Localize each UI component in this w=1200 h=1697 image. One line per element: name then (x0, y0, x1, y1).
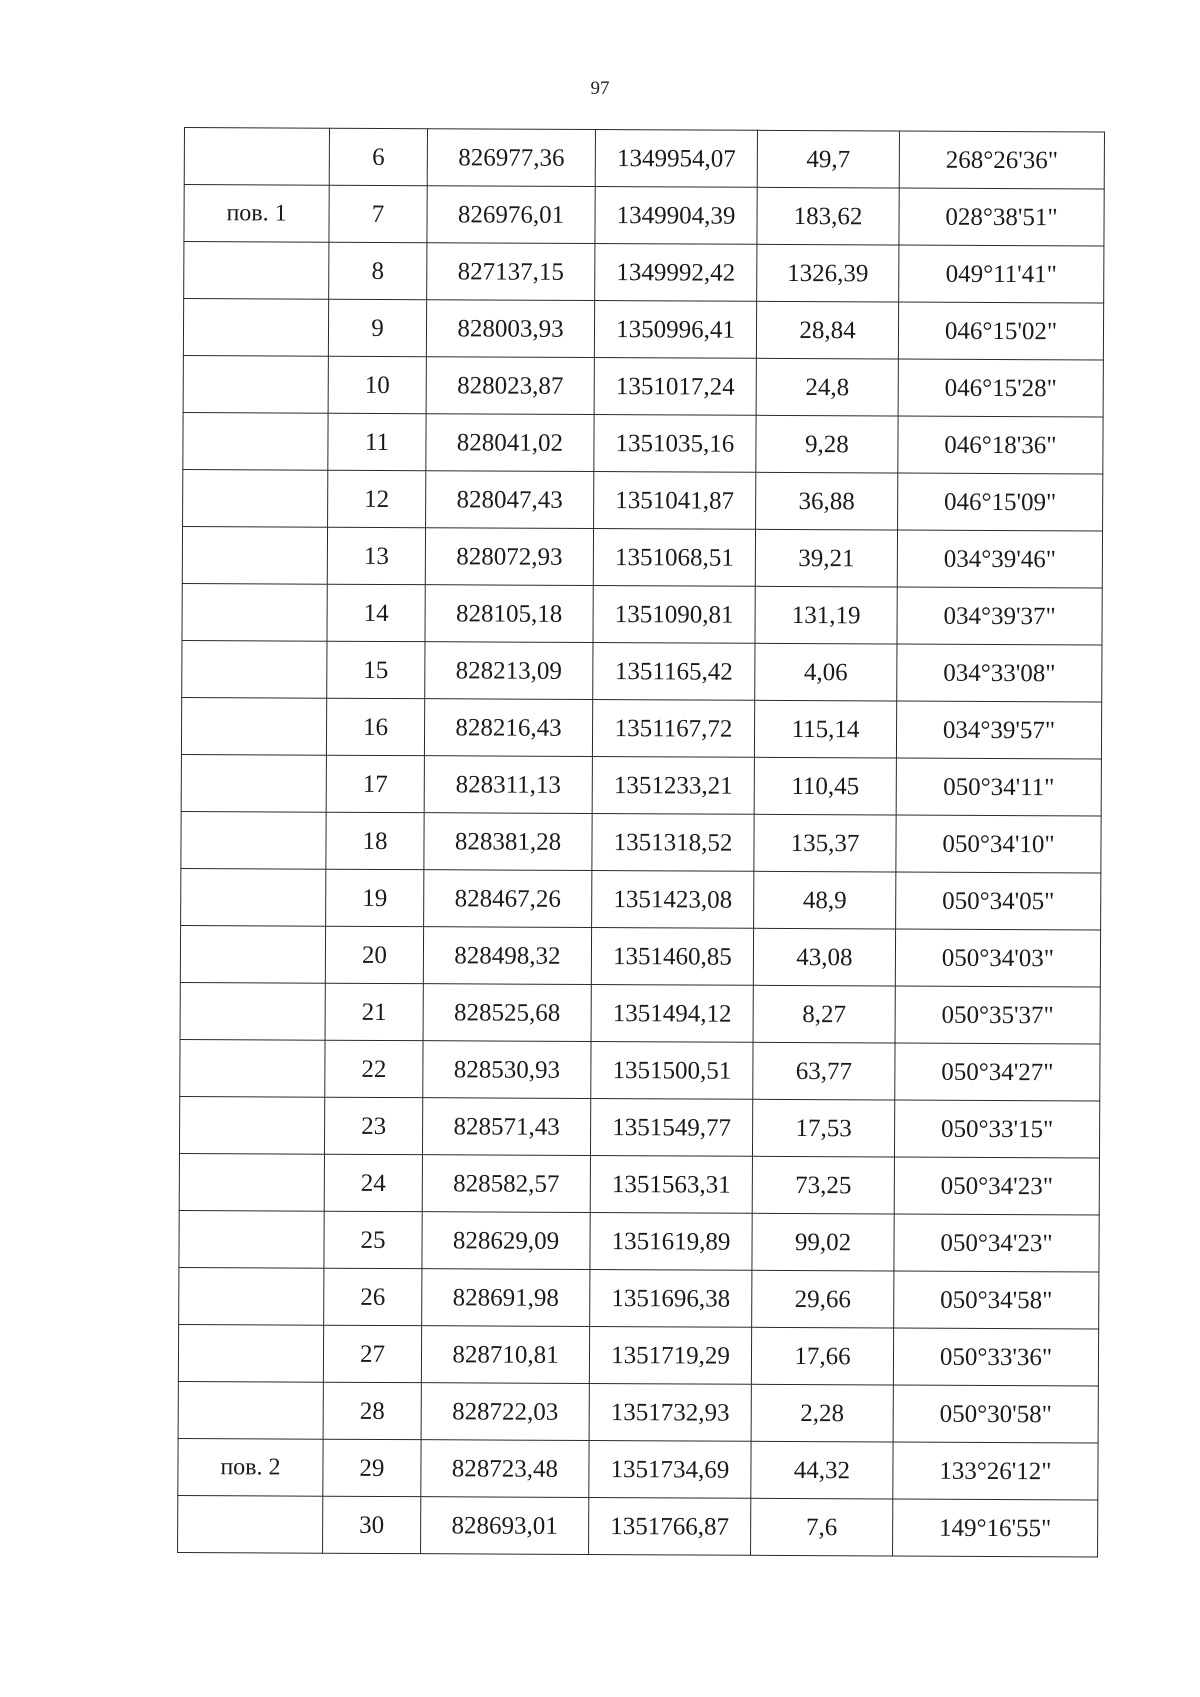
direction-angle-cell: 046°15'02" (898, 302, 1103, 360)
y-coordinate-cell: 1349992,42 (595, 244, 757, 302)
point-number-cell: 15 (327, 641, 425, 698)
turn-label-cell (181, 811, 326, 869)
turn-label-cell (178, 1381, 323, 1439)
table-row (179, 1210, 1099, 1271)
coordinates-table-body (178, 128, 1105, 1557)
x-coordinate-cell: 828216,43 (424, 699, 592, 757)
y-coordinate-cell: 1351233,21 (592, 757, 754, 815)
y-coordinate-cell: 1351035,16 (594, 415, 756, 473)
x-coordinate-cell: 828003,93 (426, 300, 594, 358)
table-row (180, 1039, 1100, 1100)
direction-angle-cell: 050°34'27" (895, 1043, 1100, 1101)
segment-length-cell: 39,21 (755, 529, 897, 587)
y-coordinate-cell: 1349954,07 (595, 130, 757, 188)
table-row (184, 242, 1104, 303)
x-coordinate-cell: 828693,01 (421, 1497, 589, 1555)
turn-label-cell (180, 982, 325, 1040)
direction-angle-cell: 050°34'03" (895, 929, 1100, 987)
direction-angle-cell: 034°39'37" (897, 587, 1102, 645)
point-number-cell: 18 (326, 812, 424, 869)
direction-angle-cell: 046°15'09" (898, 473, 1103, 531)
point-number-cell: 8 (329, 242, 427, 299)
segment-length-cell: 17,53 (752, 1099, 894, 1157)
direction-angle-cell: 050°34'11" (896, 758, 1101, 816)
table-row (181, 754, 1101, 815)
turn-label-cell (179, 1096, 324, 1154)
point-number-cell: 23 (324, 1097, 422, 1154)
segment-length-cell: 135,37 (754, 814, 896, 872)
y-coordinate-cell: 1351500,51 (591, 1042, 753, 1100)
turn-label-cell (178, 1495, 323, 1553)
y-coordinate-cell: 1351460,85 (591, 928, 753, 986)
segment-length-cell: 4,06 (755, 643, 897, 701)
x-coordinate-cell: 828041,02 (426, 414, 594, 472)
x-coordinate-cell: 827137,15 (427, 243, 595, 301)
x-coordinate-cell: 828381,28 (424, 813, 592, 871)
point-number-cell: 7 (329, 185, 427, 242)
point-number-cell: 14 (327, 584, 425, 641)
segment-length-cell: 49,7 (757, 130, 899, 188)
direction-angle-cell: 046°15'28" (898, 359, 1103, 417)
point-number-cell: 17 (326, 755, 424, 812)
direction-angle-cell: 050°33'36" (893, 1328, 1098, 1386)
page-number: 97 (590, 78, 610, 99)
y-coordinate-cell: 1351549,77 (590, 1098, 752, 1156)
point-number-cell: 29 (323, 1439, 421, 1496)
turn-label-cell (181, 754, 326, 812)
x-coordinate-cell: 828722,03 (421, 1383, 589, 1441)
x-coordinate-cell: 828105,18 (425, 585, 593, 643)
table-row (183, 299, 1103, 360)
y-coordinate-cell: 1351494,12 (591, 985, 753, 1043)
turn-label-cell (184, 128, 329, 186)
y-coordinate-cell: 1351732,93 (589, 1383, 751, 1441)
x-coordinate-cell: 828710,81 (421, 1326, 589, 1384)
segment-length-cell: 24,8 (756, 358, 898, 416)
segment-length-cell: 2,28 (751, 1384, 893, 1442)
y-coordinate-cell: 1351719,29 (589, 1326, 751, 1384)
y-coordinate-cell: 1351017,24 (594, 358, 756, 416)
turn-label-cell (182, 583, 327, 641)
x-coordinate-cell: 828023,87 (426, 357, 594, 415)
direction-angle-cell: 133°26'12" (893, 1442, 1098, 1500)
table-row (179, 1153, 1099, 1214)
y-coordinate-cell: 1351423,08 (592, 871, 754, 929)
y-coordinate-cell: 1351165,42 (593, 643, 755, 701)
segment-length-cell: 7,6 (751, 1498, 893, 1556)
x-coordinate-cell: 828072,93 (425, 528, 593, 586)
direction-angle-cell: 034°33'08" (897, 644, 1102, 702)
turn-label-cell: пов. 1 (184, 185, 329, 243)
y-coordinate-cell: 1351766,87 (589, 1497, 751, 1555)
y-coordinate-cell: 1351563,31 (590, 1155, 752, 1213)
x-coordinate-cell: 828525,68 (423, 984, 591, 1042)
point-number-cell: 26 (324, 1268, 422, 1325)
table-row (181, 697, 1101, 758)
direction-angle-cell: 050°35'37" (895, 986, 1100, 1044)
x-coordinate-cell: 828498,32 (423, 927, 591, 985)
y-coordinate-cell: 1351318,52 (592, 814, 754, 872)
turn-label-cell (179, 1267, 324, 1325)
segment-length-cell: 8,27 (753, 985, 895, 1043)
table-row (182, 526, 1102, 587)
direction-angle-cell: 050°34'58" (894, 1271, 1099, 1329)
point-number-cell: 30 (323, 1496, 421, 1553)
table-row (183, 469, 1103, 530)
turn-label-cell: пов. 2 (178, 1438, 323, 1496)
segment-length-cell: 28,84 (756, 301, 898, 359)
direction-angle-cell: 034°39'46" (897, 530, 1102, 588)
point-number-cell: 21 (325, 983, 423, 1040)
point-number-cell: 6 (329, 128, 427, 185)
turn-label-cell (183, 299, 328, 357)
point-number-cell: 16 (326, 698, 424, 755)
x-coordinate-cell: 828582,57 (422, 1155, 590, 1213)
table-row (178, 1495, 1098, 1556)
turn-label-cell (183, 469, 328, 527)
table-row (180, 925, 1100, 986)
turn-label-cell (183, 412, 328, 470)
y-coordinate-cell: 1351041,87 (594, 472, 756, 530)
table-row (182, 640, 1102, 701)
x-coordinate-cell: 828213,09 (425, 642, 593, 700)
point-number-cell: 20 (325, 926, 423, 983)
x-coordinate-cell: 828571,43 (422, 1098, 590, 1156)
x-coordinate-cell: 828311,13 (424, 756, 592, 814)
point-number-cell: 19 (326, 869, 424, 926)
segment-length-cell: 9,28 (756, 415, 898, 473)
point-number-cell: 28 (323, 1382, 421, 1439)
segment-length-cell: 1326,39 (757, 244, 899, 302)
segment-length-cell: 44,32 (751, 1441, 893, 1499)
direction-angle-cell: 049°11'41" (899, 245, 1104, 303)
x-coordinate-cell: 826976,01 (427, 186, 595, 244)
turn-label-cell (180, 925, 325, 983)
segment-length-cell: 48,9 (754, 871, 896, 929)
x-coordinate-cell: 828629,09 (422, 1212, 590, 1270)
segment-length-cell: 29,66 (752, 1270, 894, 1328)
coordinates-table (177, 127, 1105, 1557)
y-coordinate-cell: 1351619,89 (590, 1212, 752, 1270)
turn-label-cell (181, 868, 326, 926)
segment-length-cell: 131,19 (755, 586, 897, 644)
direction-angle-cell: 050°30'58" (893, 1385, 1098, 1443)
direction-angle-cell: 050°34'23" (894, 1157, 1099, 1215)
table-row (180, 982, 1100, 1043)
point-number-cell: 9 (328, 299, 426, 356)
direction-angle-cell: 050°33'15" (894, 1100, 1099, 1158)
table-row (179, 1096, 1099, 1157)
table-row (178, 1324, 1098, 1385)
y-coordinate-cell: 1351167,72 (592, 700, 754, 758)
y-coordinate-cell: 1351734,69 (589, 1440, 751, 1498)
turn-label-cell (184, 242, 329, 300)
x-coordinate-cell: 828467,26 (424, 870, 592, 928)
x-coordinate-cell: 826977,36 (427, 129, 595, 187)
segment-length-cell: 73,25 (752, 1156, 894, 1214)
point-number-cell: 24 (324, 1154, 422, 1211)
table-row (178, 1381, 1098, 1442)
turn-label-cell (181, 697, 326, 755)
segment-length-cell: 36,88 (756, 472, 898, 530)
point-number-cell: 11 (328, 413, 426, 470)
direction-angle-cell: 034°39'57" (896, 701, 1101, 759)
x-coordinate-cell: 828691,98 (422, 1269, 590, 1327)
turn-label-cell (179, 1210, 324, 1268)
x-coordinate-cell: 828723,48 (421, 1440, 589, 1498)
segment-length-cell: 183,62 (757, 187, 899, 245)
turn-label-cell (183, 355, 328, 413)
point-number-cell: 12 (328, 470, 426, 527)
direction-angle-cell: 268°26'36" (899, 131, 1104, 189)
point-number-cell: 10 (328, 356, 426, 413)
point-number-cell: 27 (323, 1325, 421, 1382)
direction-angle-cell: 046°18'36" (898, 416, 1103, 474)
y-coordinate-cell: 1351068,51 (593, 529, 755, 587)
y-coordinate-cell: 1351696,38 (590, 1269, 752, 1327)
point-number-cell: 25 (324, 1211, 422, 1268)
table-row (182, 583, 1102, 644)
point-number-cell: 22 (325, 1040, 423, 1097)
direction-angle-cell: 050°34'10" (896, 815, 1101, 873)
direction-angle-cell: 050°34'23" (894, 1214, 1099, 1272)
segment-length-cell: 99,02 (752, 1213, 894, 1271)
x-coordinate-cell: 828047,43 (426, 471, 594, 529)
turn-label-cell (180, 1039, 325, 1097)
direction-angle-cell: 050°34'05" (896, 872, 1101, 930)
point-number-cell: 13 (327, 527, 425, 584)
x-coordinate-cell: 828530,93 (423, 1041, 591, 1099)
table-row (181, 811, 1101, 872)
y-coordinate-cell: 1350996,41 (594, 301, 756, 359)
turn-label-cell (179, 1153, 324, 1211)
table-row (178, 1438, 1098, 1499)
y-coordinate-cell: 1351090,81 (593, 586, 755, 644)
segment-length-cell: 17,66 (751, 1327, 893, 1385)
turn-label-cell (178, 1324, 323, 1382)
turn-label-cell (182, 526, 327, 584)
direction-angle-cell: 028°38'51" (899, 188, 1104, 246)
direction-angle-cell: 149°16'55" (893, 1499, 1098, 1557)
table-row (184, 185, 1104, 246)
table-row (183, 355, 1103, 416)
table-row (181, 868, 1101, 929)
table-row (184, 128, 1104, 189)
segment-length-cell: 63,77 (753, 1042, 895, 1100)
table-row (183, 412, 1103, 473)
segment-length-cell: 43,08 (753, 928, 895, 986)
segment-length-cell: 110,45 (754, 757, 896, 815)
turn-label-cell (182, 640, 327, 698)
y-coordinate-cell: 1349904,39 (595, 187, 757, 245)
segment-length-cell: 115,14 (754, 700, 896, 758)
table-row (179, 1267, 1099, 1328)
